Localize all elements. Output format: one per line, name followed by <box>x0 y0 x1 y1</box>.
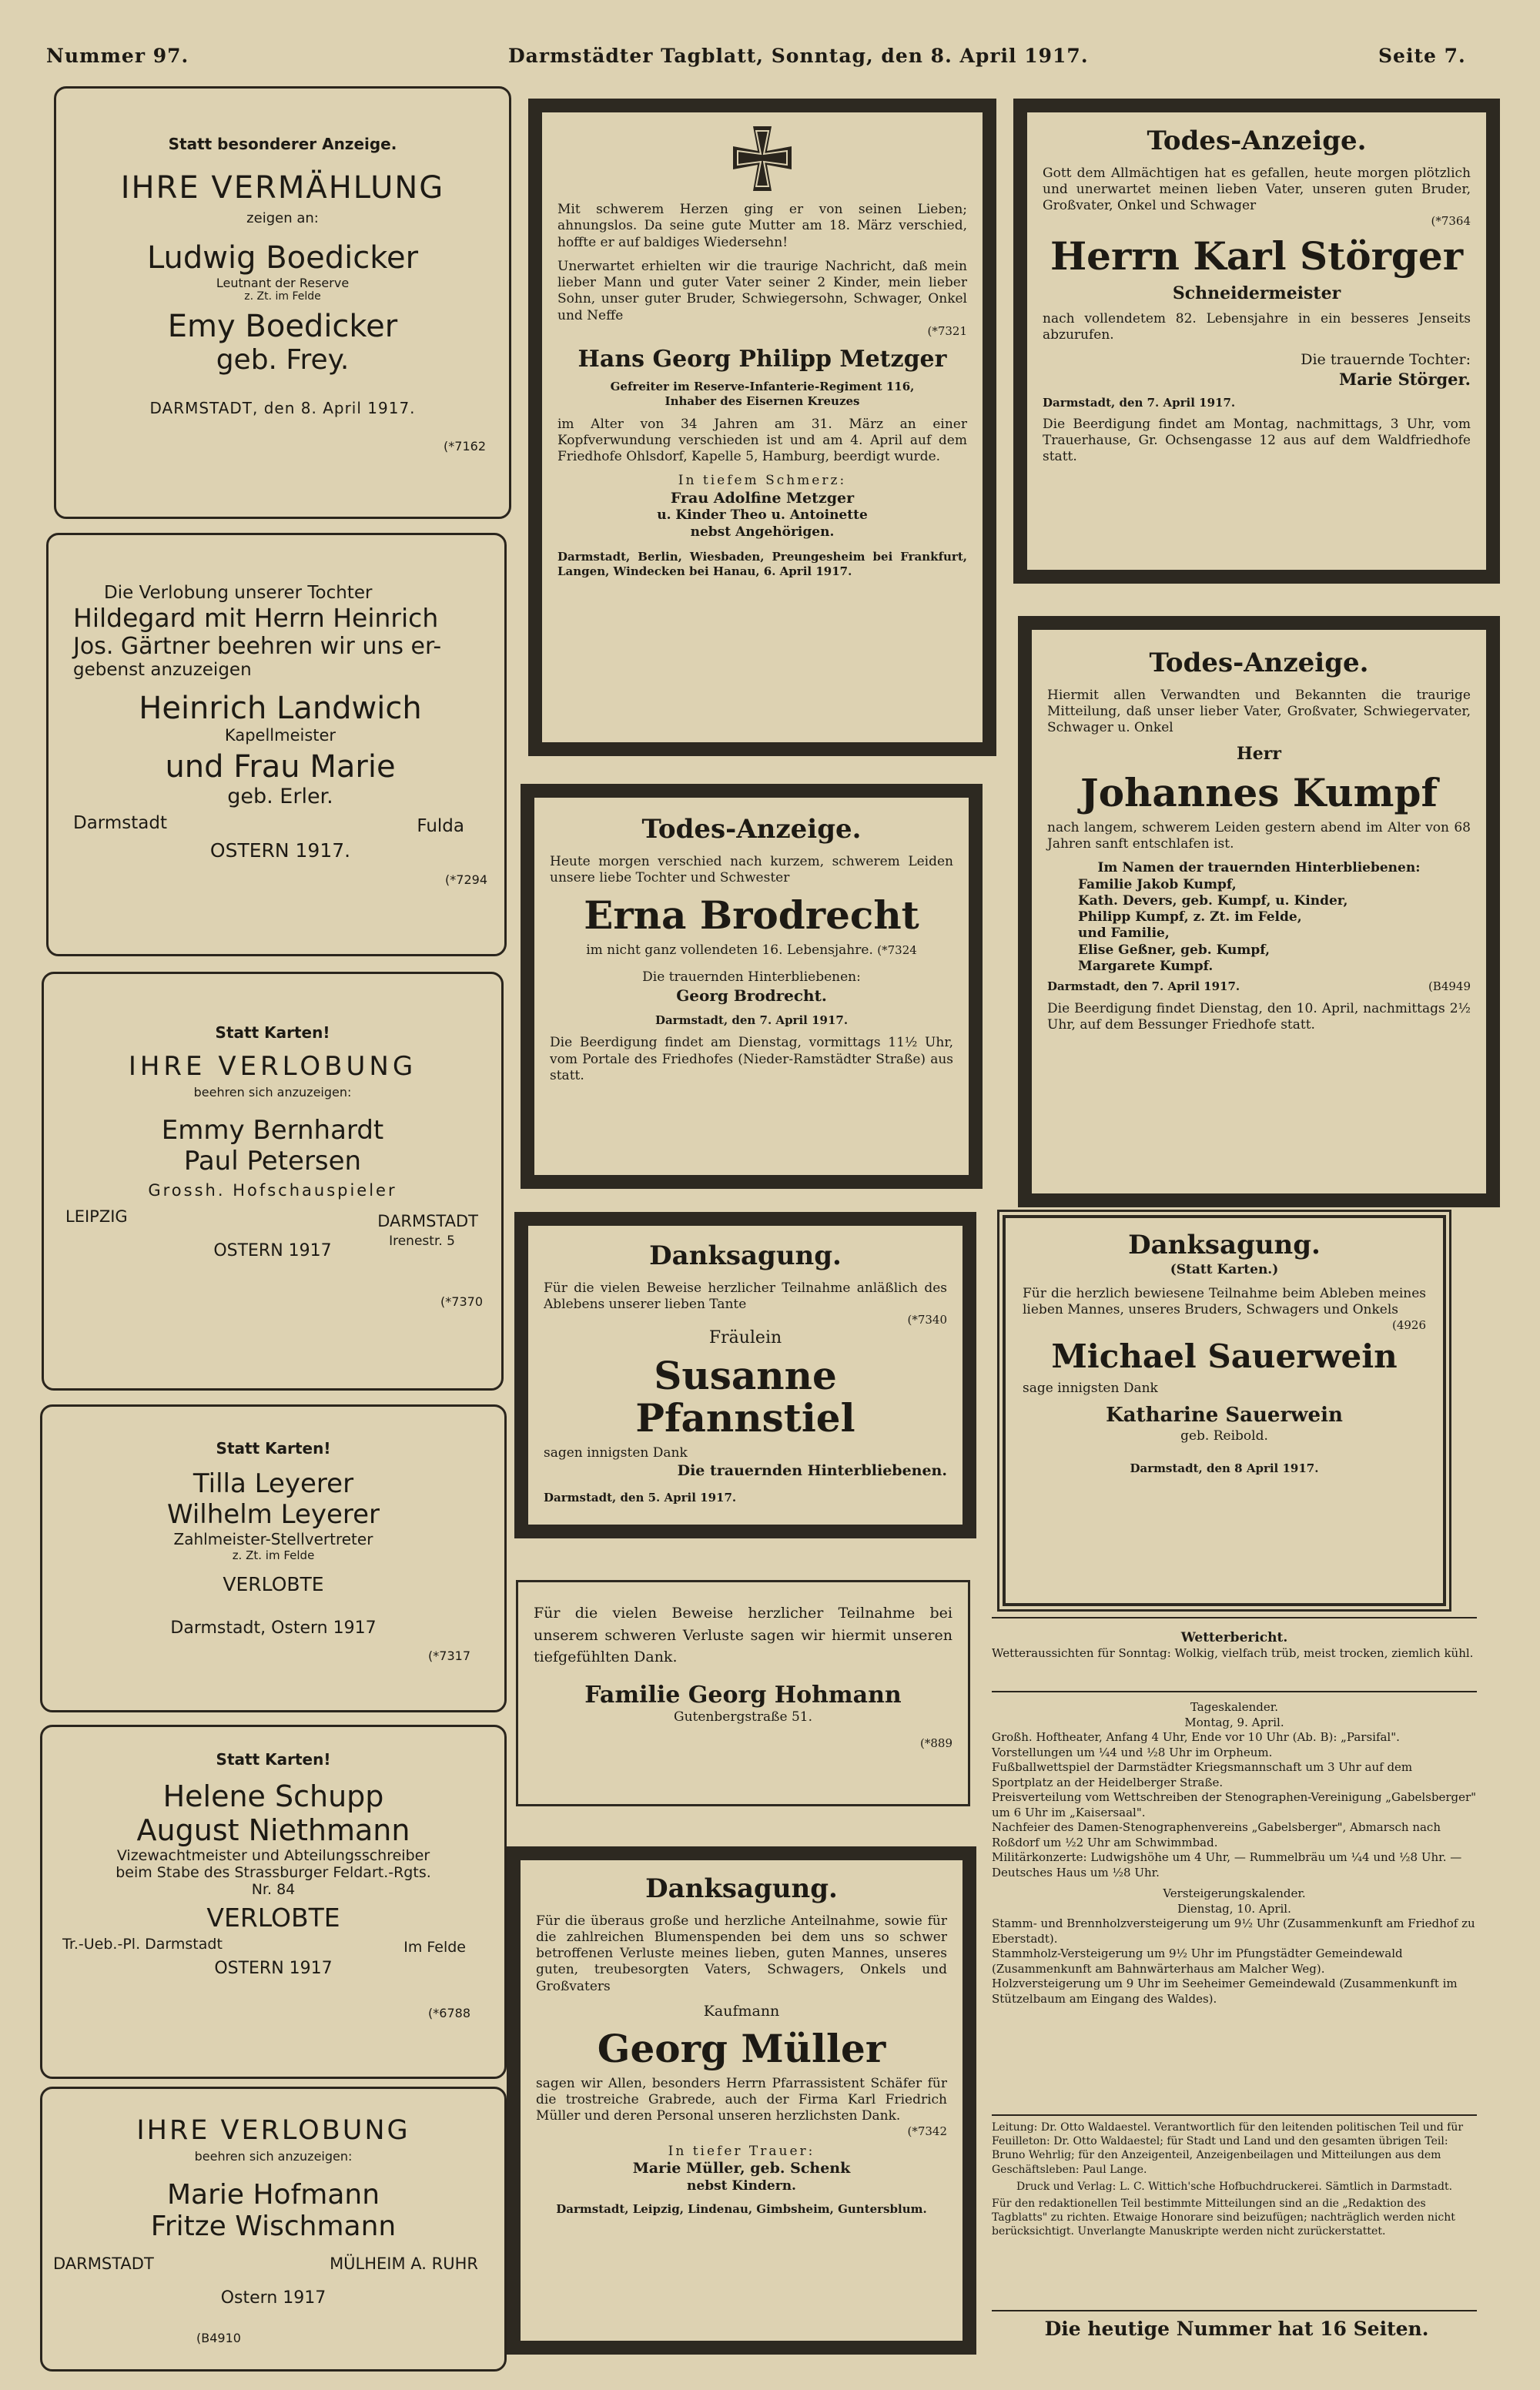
notice-signers: nebst Angehörigen. <box>690 524 835 540</box>
notice-signers: nebst Kindern. <box>687 2178 796 2194</box>
ad-ref: (*6788 <box>428 2006 470 2020</box>
notice-signer: und Familie, <box>1078 926 1170 942</box>
ad-text: z. Zt. im Felde <box>232 1548 315 1562</box>
calendar-entry: Fußballwettspiel der Darmstädter Kriegsmannschaft um 3 Uhr auf dem Sportplatz an der Heidelberger Straße. <box>992 1760 1413 1789</box>
notice-name: Hans Georg Philipp Metzger <box>578 345 947 373</box>
ad-landwich <box>46 533 507 956</box>
notice-text: In tiefem Schmerz: <box>678 473 847 489</box>
ad-ref: (*7317 <box>428 1649 470 1663</box>
auction-entry: Holzversteigerung um 9 Uhr im Seeheimer Gemeindewald (Zusammenkunft im Stützelbaum am Eingang des Waldes). <box>992 1977 1458 2006</box>
notice-name: Erna Brodrecht <box>584 892 919 938</box>
ad-text: Die Verlobung unserer Tochter <box>104 583 373 603</box>
notice-sauerwein <box>1003 1215 1446 1606</box>
page-count-note: Die heutige Nummer hat 16 Seiten. <box>1044 2318 1429 2340</box>
notice-text: sagen innigsten Dank <box>544 1445 688 1461</box>
notice-signers: Katharine Sauerwein <box>1106 1404 1343 1428</box>
notice-text: Für die herzlich bewiesene Teilnahme beim Ableben meines lieben Mannes, unseres Bruders, Schwagers und Onkels <box>1023 1285 1426 1317</box>
notice-signers: Die trauernde Tochter: <box>1301 351 1471 368</box>
ad-note: Statt Karten! <box>216 1439 331 1458</box>
ad-hofmann <box>40 2087 507 2372</box>
notice-title: Todes-Anzeige. <box>1149 648 1369 678</box>
ad-name: Helene Schupp <box>162 1779 384 1813</box>
notice-text: Herr <box>1237 744 1281 765</box>
ad-name: geb. Frey. <box>216 344 350 376</box>
ad-heading: IHRE VERLOBUNG <box>136 2115 410 2146</box>
ad-text: Leutnant der Reserve <box>216 276 350 290</box>
notice-date: Darmstadt, den 7. April 1917. <box>654 1013 849 1027</box>
notice-signers-list <box>1078 877 1471 976</box>
notice-kumpf <box>1018 616 1500 1207</box>
notice-signer: Margarete Kumpf. <box>1078 958 1214 974</box>
notice-date: Darmstadt, den 7. April 1917. <box>1047 979 1240 993</box>
notice-signers: Im Namen der trauernden Hinterbliebenen: <box>1097 860 1421 876</box>
notice-ref: (*7364 <box>1431 214 1471 229</box>
notice-signers: u. Kinder Theo u. Antoinette <box>657 507 868 524</box>
weather-title: Wetterbericht. <box>1180 1630 1288 1645</box>
notice-date: Darmstadt, den 5. April 1917. <box>544 1491 737 1505</box>
ad-city: Fulda <box>417 816 464 836</box>
notice-ref: (*7342 <box>907 2124 947 2139</box>
notice-text: Für die vielen Beweise herzlicher Teilnahme bei unserem schweren Verluste sagen wir hiermit unseren tiefgefühlten Dank. <box>534 1605 952 1665</box>
divider <box>992 1691 1477 1692</box>
day-calendar <box>992 1700 1477 2007</box>
divider <box>992 1617 1477 1618</box>
notice-text: Heute morgen verschied nach kurzem, schwerem Leiden unsere liebe Tochter und Schwester <box>550 853 953 885</box>
ad-date: OSTERN 1917 <box>214 1959 333 1978</box>
ad-heading: VERLOBTE <box>223 1573 324 1595</box>
ad-name: Emy Boedicker <box>167 309 398 344</box>
ad-date: OSTERN 1917 <box>213 1241 332 1260</box>
notice-title: Danksagung. <box>645 1873 838 1904</box>
ad-name: Wilhelm Leyerer <box>166 1499 380 1530</box>
notice-places: Darmstadt, Leipzig, Lindenau, Gimbsheim, Guntersblum. <box>556 2202 927 2217</box>
notice-ref: (*7324 <box>877 943 917 957</box>
calendar-entry: Preisverteilung vom Wettschreiben der Stenographen-Vereinigung „Gabelsberger" um 6 Uhr im „Kaisersaal". <box>992 1790 1477 1819</box>
ad-text: Grossh. Hofschauspieler <box>148 1181 397 1200</box>
imprint-text: Druck und Verlag: L. C. Wittich'sche Hofbuchdruckerei. Sämtlich in Darmstadt. <box>1016 2180 1453 2193</box>
ad-ref: (*7370 <box>440 1294 483 1309</box>
ad-text: geb. Erler. <box>227 785 333 808</box>
notice-ref: (*7321 <box>927 323 967 338</box>
notice-places: Darmstadt, Berlin, Wiesbaden, Preungesheim bei Frankfurt, Langen, Windecken bei Hanau, 6. April 1917. <box>557 549 967 578</box>
notice-title: Danksagung. <box>649 1240 842 1271</box>
notice-name: Georg Müller <box>597 2025 886 2071</box>
notice-ref: (4926 <box>1391 1318 1426 1333</box>
auction-entry: Stammholz-Versteigerung um 9½ Uhr im Pfungstädter Gemeindewald (Zusammenkunft am Bahnwärterhaus am Malcher Weg). <box>992 1946 1403 1976</box>
ad-city: DARMSTADT <box>53 2254 154 2273</box>
notice-text: im nicht ganz vollendeten 16. Lebensjahre. <box>586 942 873 958</box>
ad-heading: IHRE VERLOBUNG <box>128 1051 417 1082</box>
notice-text: In tiefer Trauer: <box>668 2144 815 2159</box>
auction-entry: Stamm- und Brennholzversteigerung um 9½ Uhr (Zusammenkunft am Friedhof zu Eberstadt). <box>992 1916 1475 1946</box>
iron-cross-icon <box>725 122 799 196</box>
ad-note: Statt Karten! <box>216 1750 331 1769</box>
notice-text: Die Beerdigung findet am Dienstag, vormittags 11½ Uhr, vom Portale des Friedhofes (Nieder-Ramstädter Straße) aus statt. <box>550 1035 953 1083</box>
imprint <box>992 2121 1477 2239</box>
ad-text: beehren sich anzuzeigen: <box>193 1085 352 1100</box>
notice-text: Kaufmann <box>703 2002 780 2020</box>
notice-name: Michael Sauerwein <box>1051 1337 1398 1375</box>
ad-ref: (B4910 <box>196 2331 241 2345</box>
notice-signer: Philipp Kumpf, z. Zt. im Felde, <box>1078 909 1302 925</box>
notice-brodrecht <box>521 784 983 1189</box>
ad-text: gebenst anzuzeigen <box>73 660 252 680</box>
ad-name: August Niethmann <box>136 1813 410 1847</box>
ad-name: Paul Petersen <box>183 1146 362 1177</box>
notice-signer: Kath. Devers, geb. Kumpf, u. Kinder, <box>1078 892 1348 909</box>
ad-text: beim Stabe des Strassburger Feldart.-Rgts. <box>116 1864 431 1881</box>
notice-signers: geb. Reibold. <box>1180 1428 1268 1444</box>
ad-text: Kapellmeister <box>224 726 336 745</box>
ad-name: Emmy Bernhardt <box>161 1115 384 1146</box>
ad-text: Nr. 84 <box>251 1881 296 1898</box>
ad-city: Darmstadt <box>73 813 167 833</box>
masthead-date: Darmstädter Tagblatt, Sonntag, den 8. April 1917. <box>508 45 1089 67</box>
ad-name: Ludwig Boedicker <box>146 240 419 276</box>
notice-text: Für die vielen Beweise herzlicher Teilnahme anläßlich des Ablebens unserer lieben Tante <box>544 1280 947 1312</box>
ad-boedicker <box>54 86 511 519</box>
notice-name: Familie Georg Hohmann <box>584 1681 902 1709</box>
ad-text: Jos. Gärtner beehren wir uns er- <box>73 633 442 660</box>
notice-text: nach vollendetem 82. Lebensjahre in ein besseres Jenseits abzurufen. <box>1043 310 1471 343</box>
notice-date: Darmstadt, den 7. April 1917. <box>1043 396 1236 410</box>
notice-ref: (*889 <box>920 1736 952 1751</box>
notice-text <box>550 942 953 959</box>
weather-report <box>992 1629 1477 1662</box>
ad-date: DARMSTADT, den 8. April 1917. <box>149 399 416 417</box>
calendar-date: Montag, 9. April. <box>1184 1715 1284 1729</box>
notice-signers: Die trauernden Hinterbliebenen: <box>642 969 861 986</box>
notice-title: Danksagung. <box>1128 1230 1321 1260</box>
ad-address: Irenestr. 5 <box>389 1233 455 1249</box>
ad-text: Vizewachtmeister und Abteilungsschreiber <box>116 1847 430 1864</box>
ad-name: Heinrich Landwich <box>139 691 422 726</box>
ad-note: Statt Karten! <box>215 1023 330 1042</box>
ad-date: Ostern 1917 <box>220 2288 326 2308</box>
notice-text: Fräulein <box>708 1327 782 1347</box>
calendar-title: Tageskalender. <box>1190 1700 1279 1714</box>
notice-pfannstiel <box>514 1212 976 1538</box>
auction-date: Dienstag, 10. April. <box>1177 1901 1291 1916</box>
imprint-text: Leitung: Dr. Otto Waldaestel. Verantwortlich für den leitenden politischen Teil und für Feuilleton: Dr. Otto Waldaestel; für Stadt und Land und den gesamten übrigen Teil: Bruno Wehrlig; für den Anzeigenteil, Anzeigenbeilagen und Mitteilungen aus dem Geschäftsleben: Paul Lange. <box>992 2121 1464 2176</box>
ad-name: Tilla Leyerer <box>192 1468 354 1499</box>
notice-signers: Die trauernden Hinterbliebenen. <box>677 1461 947 1479</box>
weather-text: Wetteraussichten für Sonntag: Wolkig, vielfach trüb, meist trocken, ziemlich kühl. <box>992 1646 1474 1661</box>
notice-text: Die Beerdigung findet Dienstag, den 10. April, nachmittags 2½ Uhr, auf dem Bessunger Friedhofe statt. <box>1047 1001 1471 1033</box>
ad-date: OSTERN 1917. <box>209 839 351 862</box>
ad-city: Im Felde <box>403 1939 466 1956</box>
ad-name: Fritze Wischmann <box>150 2211 397 2242</box>
ad-city: MÜLHEIM A. RUHR <box>330 2254 478 2273</box>
page-number: Nummer 97. <box>46 45 189 67</box>
notice-text: Die Beerdigung findet am Montag, nachmittags, 3 Uhr, vom Trauerhause, Gr. Ochsengasse 12 aus auf dem Waldfriedhofe statt. <box>1043 416 1471 465</box>
notice-text: Für die überaus große und herzliche Anteilnahme, sowie für die zahlreichen Blumenspenden bei dem uns so schwer betroffenen Verluste meines lieben, guten Mannes, unseres guten, treubesorgten Vaters, Schwagers, Onkels und Großvaters <box>536 1913 947 1994</box>
notice-text: (Statt Karten.) <box>1170 1261 1279 1277</box>
notice-text: sage innigsten Dank <box>1023 1381 1158 1397</box>
notice-text: Gefreiter im Reserve-Infanterie-Regiment 116, <box>610 380 915 393</box>
notice-text: Hiermit allen Verwandten und Bekannten die traurige Mitteilung, daß unser lieber Vater, Großvater, Schwiegervater, Schwager u. Onkel <box>1047 687 1471 735</box>
auction-title: Versteigerungskalender. <box>1163 1886 1306 1900</box>
notice-text: Inhaber des Eisernen Kreuzes <box>665 393 860 408</box>
notice-stoerger <box>1013 99 1500 584</box>
notice-text: Gott dem Allmächtigen hat es gefallen, heute morgen plötzlich und unerwartet meinen lieben Vater, unseren guten Bruder, Großvater, Onkel und Schwager <box>1043 165 1471 213</box>
notice-text: nach langem, schwerem Leiden gestern abend im Alter von 68 Jahren sanft entschlafen ist. <box>1047 819 1471 852</box>
notice-name: Herrn Karl Störger <box>1050 233 1464 279</box>
notice-text: im Alter von 34 Jahren am 31. März an einer Kopfverwundung verschieden ist und am 4. April auf dem Friedhofe Ohlsdorf, Kapelle 5, Hamburg, beerdigt wurde. <box>557 416 967 464</box>
ad-name: Marie Hofmann <box>166 2179 380 2211</box>
notice-date: Darmstadt, den 8 April 1917. <box>1130 1461 1319 1476</box>
notice-text: Unerwartet erhielten wir die traurige Nachricht, daß mein lieber Mann und guter Vater seiner 2 Kinder, mein lieber Sohn, unser guter Bruder, Schwiegersohn, Schwager, Onkel und Neffe <box>557 258 967 323</box>
notice-signers: Marie Störger. <box>1339 369 1471 389</box>
ad-date: Darmstadt, Ostern 1917 <box>170 1618 377 1638</box>
notice-ref: (*7340 <box>907 1313 947 1327</box>
notice-text: Gutenbergstraße 51. <box>674 1709 812 1725</box>
notice-name: Susanne Pfannstiel <box>635 1353 855 1441</box>
ad-heading: IHRE VERMÄHLUNG <box>120 170 445 206</box>
notice-title: Todes-Anzeige. <box>641 814 862 845</box>
ad-text: beehren sich anzuzeigen: <box>194 2149 353 2164</box>
ad-bernhardt <box>42 972 504 1391</box>
notice-signer: Familie Jakob Kumpf, <box>1078 876 1237 892</box>
notice-text: Schneidermeister <box>1172 283 1341 303</box>
page-side: Seite 7. <box>1378 45 1466 67</box>
ad-heading: VERLOBTE <box>206 1903 340 1933</box>
imprint-text: Für den redaktionellen Teil bestimmte Mitteilungen sind an die „Redaktion des Tagblatts" zu richten. Etwaige Honorare sind beizufügen; nachträglich werden nicht berücksichtigt. Unverlangte Manuskripte werden nicht zurückerstattet. <box>992 2197 1455 2238</box>
notice-ref: (B4949 <box>1428 979 1471 993</box>
calendar-entry: Nachfeier des Damen-Stenographenvereins „Gabelsberger", Abmarsch nach Roßdorf um ½2 Uhr am Schwimmbad. <box>992 1820 1441 1849</box>
notice-title: Todes-Anzeige. <box>1147 126 1367 156</box>
notice-metzger <box>528 99 996 756</box>
calendar-entry: Vorstellungen um ¼4 und ½8 Uhr im Orpheum. <box>992 1745 1273 1759</box>
ad-text: Zahlmeister-Stellvertreter <box>173 1530 373 1548</box>
notice-mueller <box>507 1846 976 2355</box>
calendar-entry: Militärkonzerte: Ludwigshöhe um 4 Uhr, — Rummelbräu um ¼4 und ½8 Uhr. — Deutsches Haus um ½8 Uhr. <box>992 1850 1462 1880</box>
divider <box>992 2310 1477 2311</box>
ad-name: und Frau Marie <box>165 749 396 785</box>
ad-ref: (*7162 <box>444 439 486 454</box>
ad-city: LEIPZIG <box>65 1207 128 1226</box>
notice-signer: Elise Geßner, geb. Kumpf, <box>1078 942 1270 958</box>
ad-ref: (*7294 <box>445 872 487 887</box>
notice-signers: Georg Brodrecht. <box>676 986 827 1005</box>
ad-leyerer <box>40 1404 507 1712</box>
ad-note: Statt besonderer Anzeige. <box>168 135 397 153</box>
ad-text: zeigen an: <box>246 210 319 226</box>
ad-city: DARMSTADT <box>377 1212 478 1230</box>
divider <box>992 2114 1477 2116</box>
notice-signers: Marie Müller, geb. Schenk <box>632 2160 851 2177</box>
notice-hohmann <box>516 1580 970 1806</box>
calendar-entry: Großh. Hoftheater, Anfang 4 Uhr, Ende vor 10 Uhr (Ab. B): „Parsifal". <box>992 1730 1400 1744</box>
ad-schupp <box>40 1725 507 2079</box>
notice-signers: Frau Adolfine Metzger <box>670 489 855 507</box>
ad-text: z. Zt. im Felde <box>244 290 321 303</box>
ad-city: Tr.-Ueb.-Pl. Darmstadt <box>62 1936 223 1953</box>
ad-text: Hildegard mit Herrn Heinrich <box>73 603 439 633</box>
notice-text: Mit schwerem Herzen ging er von seinen Lieben; ahnungslos. Da seine gute Mutter am 18. März verschied, hoffte er auf baldiges Wiedersehn! <box>557 202 967 250</box>
notice-name: Johannes Kumpf <box>1080 769 1438 815</box>
notice-text: sagen wir Allen, besonders Herrn Pfarrassistent Schäfer für die trostreiche Grabrede, auch der Firma Karl Friedrich Müller und deren Personal unseren herzlichsten Dank. <box>536 2075 947 2124</box>
